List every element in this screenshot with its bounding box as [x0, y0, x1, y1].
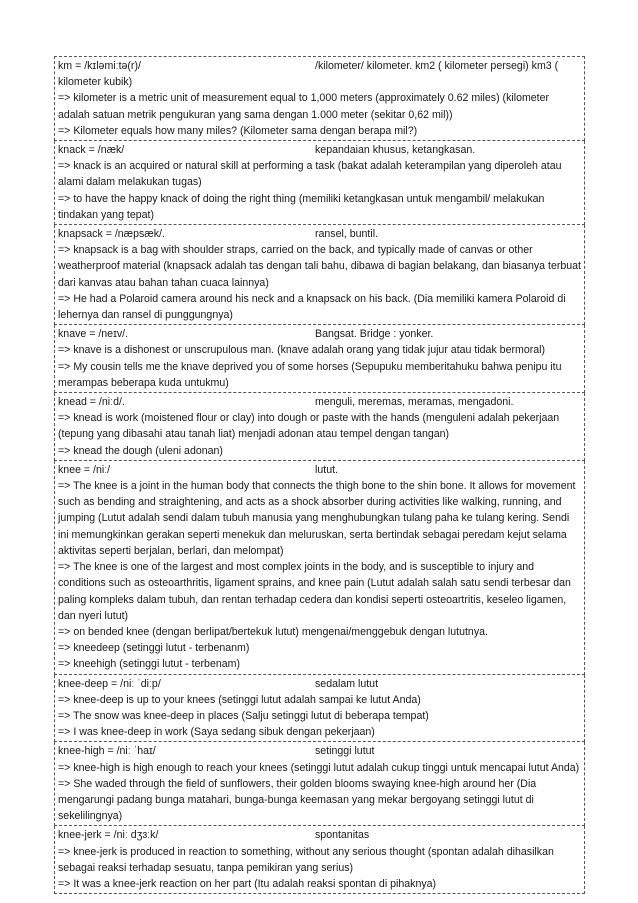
entry-header [58, 827, 582, 843]
entry-word: knack = /næk/ [58, 144, 125, 157]
entry-meaning: sedalam lutut [315, 677, 379, 690]
entry-meaning: spontanitas [315, 829, 370, 842]
entry-header [58, 743, 582, 759]
entry-header [58, 394, 582, 410]
entry-meaning: menguli, meremas, meramas, mengadoni. [315, 396, 514, 409]
entry-word: km = /kɪləmiːtə(r)/ [58, 60, 141, 72]
entry-meaning: kepandaian khusus, ketangkasan. [315, 144, 476, 157]
entry-line: => kilometer is a metric unit of measurement equal to 1,000 meters (approximately 0.62 miles) (kilometer adalah satuan metrik pengukuran yang sama dengan 1.000 meter (sekitar 0,62 mil)) [58, 92, 550, 121]
entry-line: => kneehigh (setinggi lutut - terbenam) [58, 658, 240, 671]
entry-word: knee = /niː/ [58, 463, 111, 476]
entry-meaning: setinggi lutut [315, 745, 375, 758]
entry-line: => Kilometer equals how many miles? (Kilometer sama dengan berapa mil?) [58, 124, 418, 137]
entry-line: => knee-jerk is produced in reaction to something, without any serious thought (spontan adalah dihasilkan sebagai reaksi terhadap sesuatu, tanpa pemikiran yang serius) [58, 845, 554, 874]
entry-knee-jerk [54, 826, 585, 894]
entry-line: => She waded through the field of sunflowers, their golden blooms swaying knee-high around her (Dia mengarungi padang bunga matahari, bunga-bunga keemasan yang mekar bergoyang setinggi lutut di sekelilingnya) [58, 777, 537, 823]
entry-km [54, 56, 585, 141]
entry-line: => knee-deep is up to your knees (setinggi lutut adalah sampai ke lutut Anda) [58, 693, 421, 706]
entry-line: => knead is work (moistened flour or clay) into dough or paste with the hands (menguleni adalah pekerjaan (tepung yang dibasahi atau tanah liat) menjadi adonan atau tempel dengan tangan) [58, 412, 560, 441]
entry-word: knead = /niːd/. [58, 396, 125, 409]
entry-knave [54, 325, 585, 393]
entry-line: => He had a Polaroid camera around his neck and a knapsack on his back. (Dia memiliki kamera Polaroid di lehernya dan ransel di punggungnya) [58, 292, 566, 322]
entry-knack [54, 141, 585, 225]
entry-knee [54, 461, 585, 675]
entry-header [58, 326, 582, 342]
entry-word: knee-deep = /niː ˈdiːp/ [58, 677, 161, 690]
entry-header [58, 142, 582, 158]
entry-line: => I was knee-deep in work (Saya sedang sibuk dengan pekerjaan) [58, 726, 375, 739]
entry-line: => knave is a dishonest or unscrupulous man. (knave adalah orang yang tidak jujur atau tidak bermoral) [58, 344, 546, 357]
entry-word: knave = /neɪv/. [58, 328, 129, 341]
entry-meaning: ransel, buntil. [315, 228, 379, 241]
dictionary-page [54, 56, 585, 894]
entry-line: kilometer kubik) [58, 76, 133, 89]
entry-meaning: Bangsat. Bridge : yonker. [315, 328, 434, 341]
entry-line: => knack is an acquired or natural skill at performing a task (bakat adalah keterampilan yang diperoleh atau alami dalam melakukan tugas) [58, 160, 562, 189]
entry-line: => My cousin tells me the knave deprived you of some horses (Sepupuku memberitahuku bahwa penipu itu merampas beberapa kuda untukmu) [58, 360, 562, 389]
entry-word: knapsack = /næpsæk/. [58, 228, 165, 241]
entry-line: => knead the dough (uleni adonan) [58, 444, 223, 457]
entry-line: => The knee is a joint in the human body that connects the thigh bone to the shin bone. It allows for movement such as bending and straightening, and acts as a shock absorber during activities like walking, running, and jumping (Lutut adalah sendi dalam tubuh manusia yang menghubungkan tulang paha ke tulang kering. Sendi ini memungkinkan gerakan seperti menekuk dan meluruskan, serta bertindak sebagai peredam kejut selama aktivitas seperti berjalan, berlari, dan melompat) [58, 480, 576, 557]
entry-knee-high [54, 742, 585, 826]
entry-line: => knee-high is high enough to reach your knees (setinggi lutut adalah cukup tinggi untuk mencapai lutut Anda) [58, 761, 580, 774]
entry-header [58, 226, 582, 242]
entry-line: => It was a knee-jerk reaction on her part (Itu adalah reaksi spontan di pihaknya) [58, 877, 437, 890]
entry-header [58, 676, 582, 692]
entry-header [58, 462, 582, 478]
entry-line: => kneedeep (setinggi lutut - terbenanm) [58, 642, 250, 655]
entry-knead [54, 393, 585, 461]
entry-line: => on bended knee (dengan berlipat/bertekuk lutut) mengenai/menggebuk dengan lututnya. [58, 625, 488, 638]
entry-word: knee-jerk = /niː dʒɜːk/ [58, 829, 159, 842]
entry-word: knee-high = /niː ˈhaɪ/ [58, 745, 156, 758]
entry-meaning: lutut. [315, 463, 338, 476]
entry-knapsack [54, 225, 585, 325]
entry-line: => The snow was knee-deep in places (Salju setinggi lutut di beberapa tempat) [58, 709, 429, 722]
entry-line: => The knee is one of the largest and most complex joints in the body, and is susceptible to injury and conditions such as osteoarthritis, ligament sprains, and knee pain (Lutut adalah salah satu sendi terbesar dan paling kompleks dalam tubuh, dan rentan terhadap cedera dan kondisi seperti osteoartritis, keseleo ligamen, dan nyeri lutut) [58, 561, 571, 622]
entry-meaning: /kilometer/ kilometer. km2 ( kilometer persegi) km3 ( [315, 60, 559, 72]
entry-knee-deep [54, 675, 585, 743]
entry-line: => knapsack is a bag with shoulder straps, carried on the back, and typically made of canvas or other weatherproof material (knapsack adalah tas dengan tali bahu, dibawa di bagian belakang, dan biasanya terbuat dari kanvas atau bahan tahan cuaca lainnya) [58, 244, 581, 289]
entry-line: => to have the happy knack of doing the right thing (memiliki ketangkasan untuk mengambil/ melakukan tindakan yang tepat) [58, 192, 545, 221]
entry-header [58, 58, 582, 74]
